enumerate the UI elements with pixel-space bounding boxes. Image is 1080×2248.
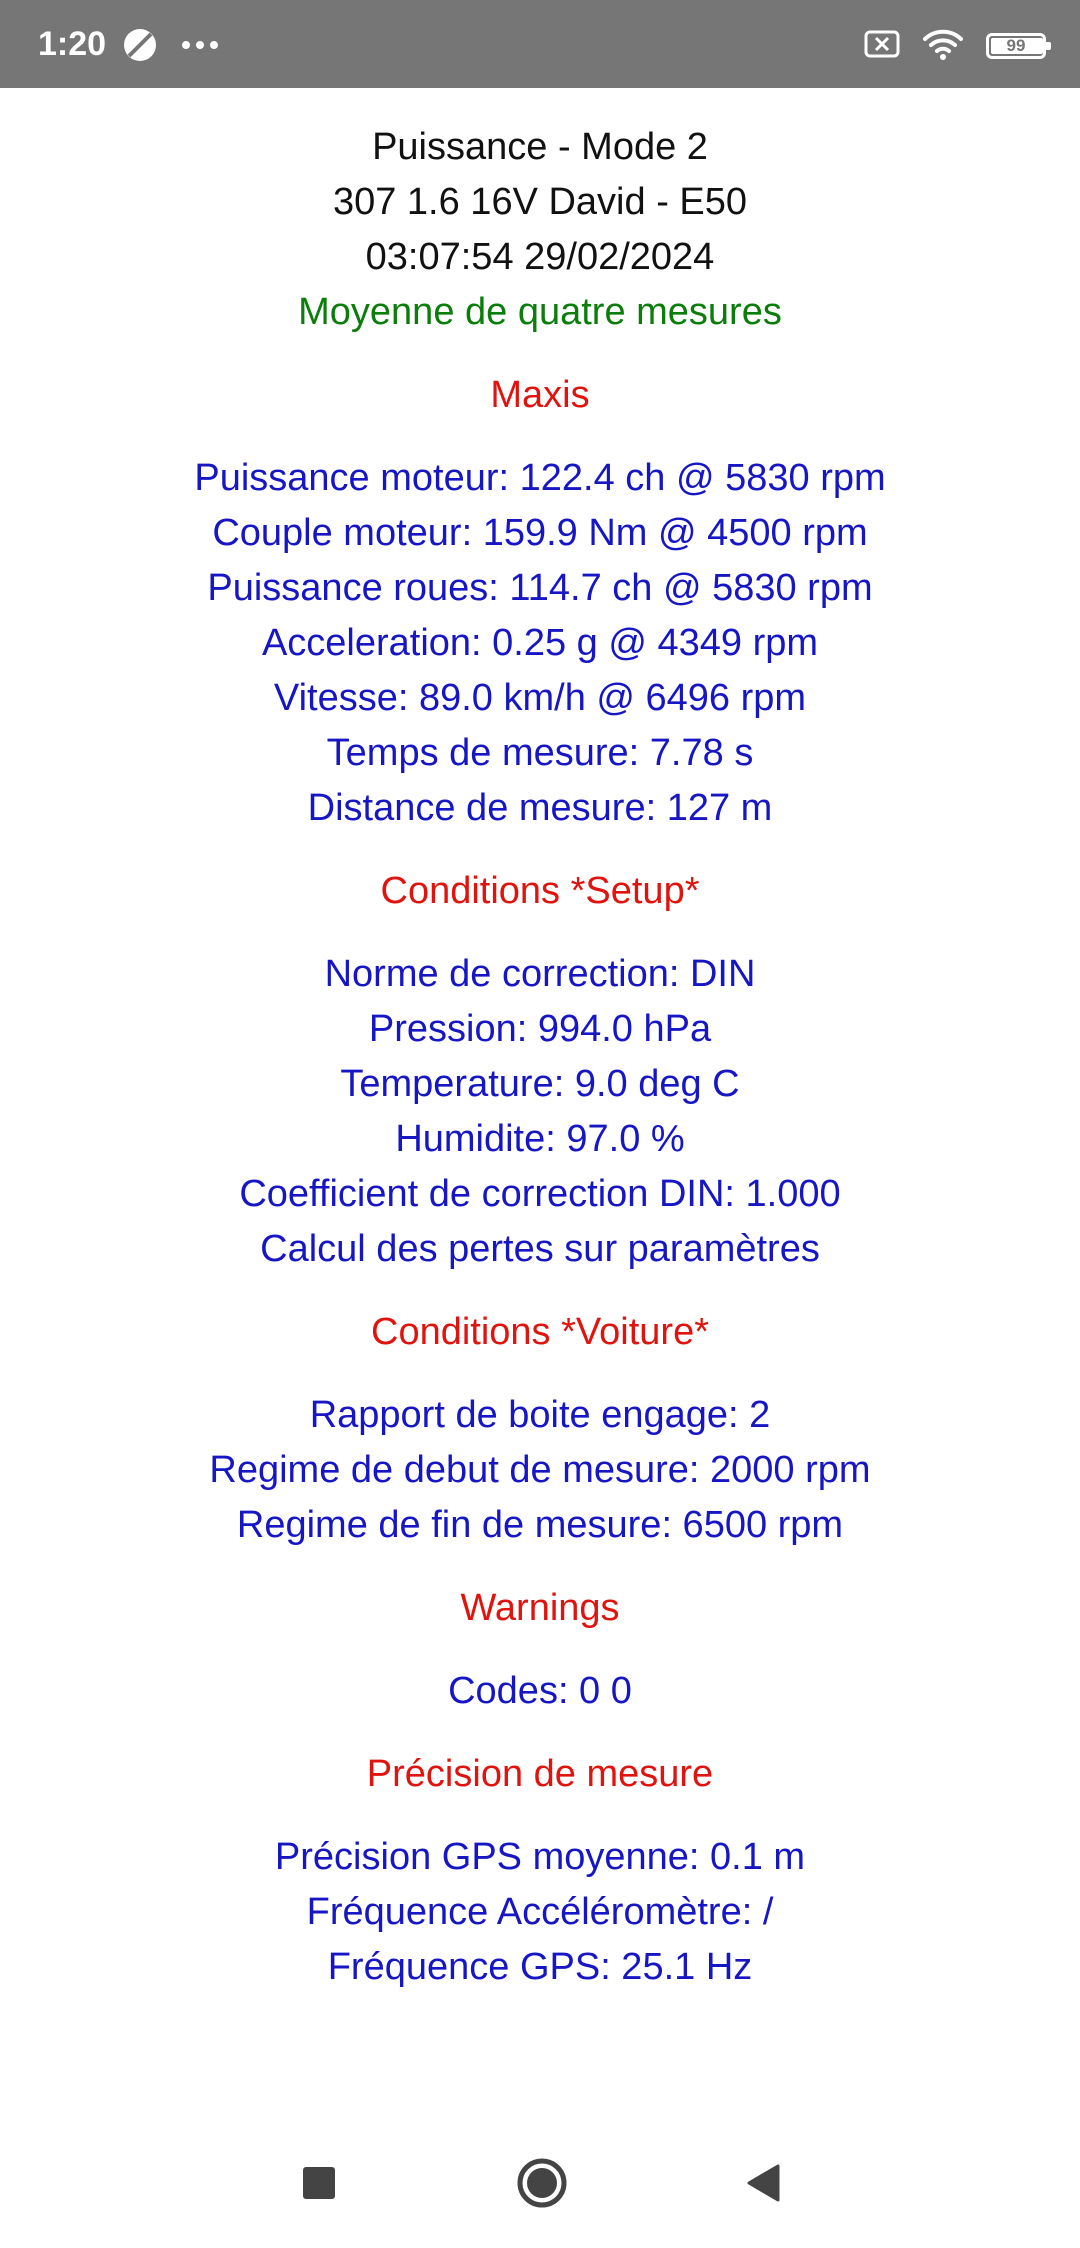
- setup-humidity: Humidite: 97.0 %: [395, 1118, 685, 1160]
- section-title-voiture: Conditions *Voiture*: [371, 1311, 709, 1353]
- back-button[interactable]: [718, 2140, 808, 2230]
- battery-tip: [1046, 42, 1051, 50]
- recents-square-icon: [302, 2166, 336, 2205]
- average-note: Moyenne de quatre mesures: [298, 291, 782, 333]
- section-title-maxis: Maxis: [490, 374, 590, 416]
- back-triangle-icon: [745, 2163, 781, 2208]
- battery-level: 99: [1006, 36, 1026, 55]
- precision-gps-frequency: Fréquence GPS: 25.1 Hz: [327, 1946, 753, 1988]
- status-left-icons: [122, 27, 220, 67]
- precision-accelerometer-frequency: Fréquence Accéléromètre: /: [306, 1891, 774, 1933]
- precision-gps-average: Précision GPS moyenne: 0.1 m: [274, 1836, 806, 1878]
- recents-button[interactable]: [274, 2140, 364, 2230]
- setup-correction-coefficient: Coefficient de correction DIN: 1.000: [239, 1173, 841, 1215]
- no-disturb-icon: [122, 27, 158, 68]
- setup-correction-norm: Norme de correction: DIN: [324, 953, 756, 995]
- warnings-codes: Codes: 0 0: [448, 1670, 632, 1712]
- report-content: [0, 120, 1080, 1995]
- home-button[interactable]: [497, 2140, 587, 2230]
- more-dots-icon: [180, 38, 220, 56]
- maxis-measure-distance: Distance de mesure: 127 m: [307, 787, 773, 829]
- navigation-bar: [0, 2140, 1080, 2230]
- status-bar: [0, 0, 1080, 88]
- sim-off-icon: [864, 29, 900, 64]
- setup-pressure: Pression: 994.0 hPa: [368, 1008, 712, 1050]
- voiture-gear-engaged: Rapport de boite engage: 2: [309, 1394, 771, 1436]
- measurement-datetime: 03:07:54 29/02/2024: [365, 236, 715, 278]
- voiture-start-rpm: Regime de debut de mesure: 2000 rpm: [209, 1449, 871, 1491]
- vehicle-name: 307 1.6 16V David - E50: [332, 181, 748, 223]
- report-title: Puissance - Mode 2: [372, 126, 708, 168]
- maxis-speed: Vitesse: 89.0 km/h @ 6496 rpm: [273, 677, 807, 719]
- section-title-warnings: Warnings: [460, 1587, 620, 1629]
- voiture-end-rpm: Regime de fin de mesure: 6500 rpm: [236, 1504, 844, 1546]
- setup-losses-calculation: Calcul des pertes sur paramètres: [260, 1228, 820, 1270]
- maxis-wheel-power: Puissance roues: 114.7 ch @ 5830 rpm: [207, 567, 873, 609]
- section-title-precision: Précision de mesure: [366, 1753, 714, 1795]
- maxis-acceleration: Acceleration: 0.25 g @ 4349 rpm: [261, 622, 819, 664]
- maxis-engine-torque: Couple moteur: 159.9 Nm @ 4500 rpm: [212, 512, 868, 554]
- section-title-setup: Conditions *Setup*: [380, 870, 700, 912]
- home-circle-icon: [516, 2157, 568, 2214]
- status-time: 1:20: [38, 25, 107, 63]
- status-right-icons: [864, 24, 1046, 68]
- maxis-engine-power: Puissance moteur: 122.4 ch @ 5830 rpm: [194, 457, 886, 499]
- battery-icon: [986, 33, 1046, 59]
- maxis-measure-time: Temps de mesure: 7.78 s: [326, 732, 754, 774]
- setup-temperature: Temperature: 9.0 deg C: [340, 1063, 740, 1105]
- wifi-icon: [922, 27, 964, 66]
